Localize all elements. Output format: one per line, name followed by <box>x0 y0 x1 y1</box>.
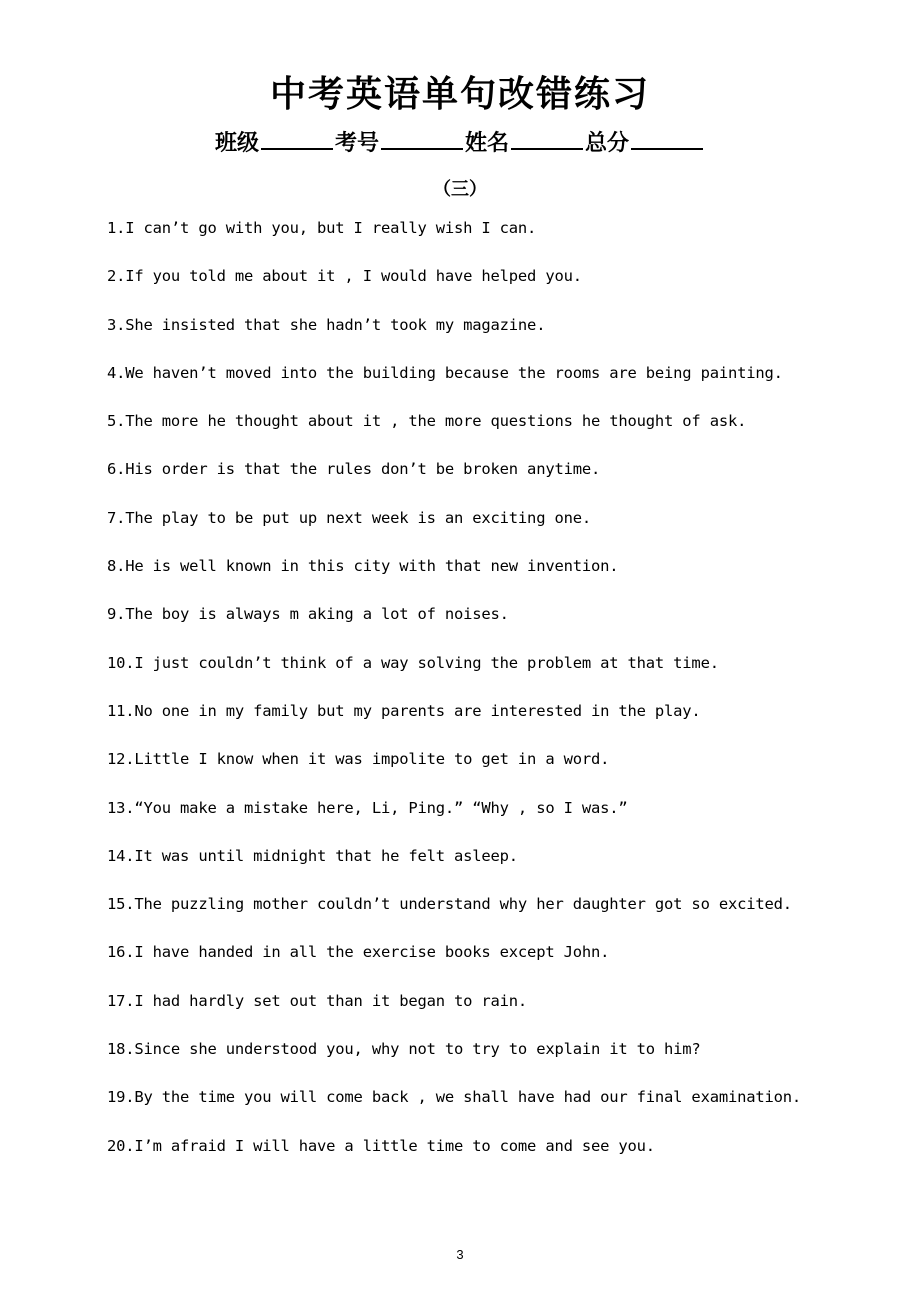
class-label: 班级 <box>214 131 259 156</box>
exercise-item: 20.I’m afraid I will have a little time to come and see you. <box>107 1136 655 1155</box>
exercise-item: 16.I have handed in all the exercise books except John. <box>107 943 610 962</box>
section-heading: （三） <box>433 179 487 200</box>
student-info-line <box>0 126 920 161</box>
exercise-item: 5.The more he thought about it , the more questions he thought of ask. <box>107 412 747 431</box>
exercise-item: 19.By the time you will come back , we shall have had our final examination. <box>107 1088 802 1107</box>
exercise-item: 9.The boy is always m aking a lot of noises. <box>107 605 509 624</box>
exercise-item: 11.No one in my family but my parents are interested in the play. <box>107 701 701 720</box>
exercise-item: 1.I can’t go with you, but I really wish I can. <box>107 219 537 237</box>
exercise-list <box>107 214 897 1180</box>
worksheet-title: 中考英语单句改错练习 <box>269 74 650 115</box>
score-field <box>585 126 705 161</box>
exercise-item: 7.The play to be put up next week is an exciting one. <box>107 508 591 527</box>
exercise-item: 17.I had hardly set out than it began to rain. <box>107 991 528 1010</box>
exam-number-label: 考号 <box>334 131 379 156</box>
exercise-item: 15.The puzzling mother couldn’t understand why her daughter got so excited. <box>107 895 792 914</box>
exercise-item: 18.Since she understood you, why not to try to explain it to him? <box>107 1040 701 1059</box>
exercise-item: 3.She insisted that she hadn’t took my magazine. <box>107 315 546 334</box>
class-field <box>215 126 335 161</box>
exercise-item: 10.I just couldn’t think of a way solving the problem at that time. <box>107 653 719 672</box>
exercise-item: 14.It was until midnight that he felt asleep. <box>107 846 518 865</box>
exercise-item: 6.His order is that the rules don’t be broken anytime. <box>107 460 601 479</box>
name-blank[interactable] <box>511 126 583 150</box>
name-field <box>465 126 585 161</box>
exercise-item: 4.We haven’t moved into the building because the rooms are being painting. <box>107 363 783 382</box>
exam-number-field <box>335 126 465 161</box>
exercise-item: 8.He is well known in this city with that new invention. <box>107 557 619 576</box>
name-label: 姓名 <box>465 131 510 156</box>
exam-number-blank[interactable] <box>381 126 463 150</box>
exercise-item: 12.Little I know when it was impolite to get in a word. <box>107 750 610 769</box>
exercise-item: 2.If you told me about it , I would have helped you. <box>107 267 582 286</box>
score-blank[interactable] <box>631 126 703 150</box>
score-label: 总分 <box>585 131 630 156</box>
page-number: 3 <box>456 1247 464 1262</box>
class-blank[interactable] <box>261 126 333 150</box>
exercise-item: 13.“You make a mistake here, Li, Ping.” “Why , so I was.” <box>107 798 628 817</box>
